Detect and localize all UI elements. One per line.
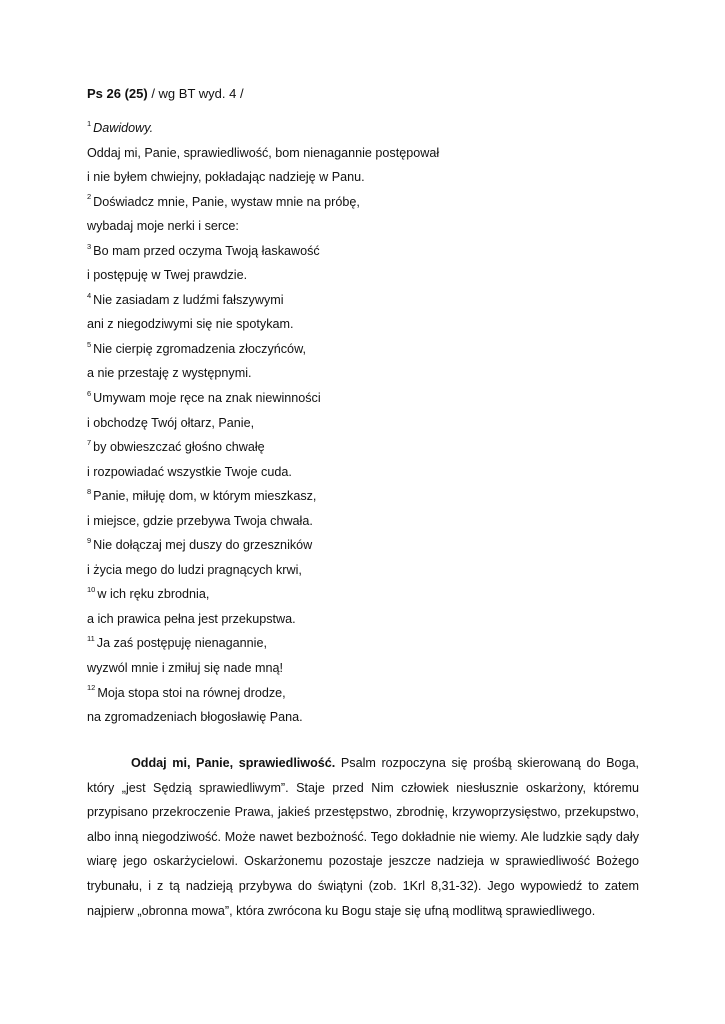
verse-text: Nie dołączaj mej duszy do grzeszników <box>93 538 313 553</box>
verse-text: i nie byłem chwiejny, pokładając nadzieję w Panu. <box>87 170 365 185</box>
verse-line <box>87 316 647 341</box>
verse-number: 2 <box>87 192 92 202</box>
psalm-title: Ps 26 (25) <box>87 86 148 101</box>
verse-number: 10 <box>87 585 96 595</box>
verse-text: i obchodzę Twój ołtarz, Panie, <box>87 415 255 430</box>
verse-text: Umywam moje ręce na znak niewinności <box>93 391 321 406</box>
verse-text: Nie zasiadam z ludźmi fałszywymi <box>93 292 284 307</box>
verse-text: w ich ręku zbrodnia, <box>97 587 210 602</box>
verse-text: a ich prawica pełna jest przekupstwa. <box>87 611 296 626</box>
verse-text: Panie, miłuję dom, w którym mieszkasz, <box>93 489 317 504</box>
verse-text: a nie przestaję z występnymi. <box>87 366 252 381</box>
verse-line <box>87 120 647 145</box>
verse-line <box>87 415 647 440</box>
verse-line <box>87 685 647 710</box>
verse-line <box>87 660 647 685</box>
verse-text: by obwieszczać głośno chwałę <box>93 440 265 455</box>
verse-text: i rozpowiadać wszystkie Twoje cuda. <box>87 464 292 479</box>
verse-number: 4 <box>87 290 92 300</box>
verse-number: 9 <box>87 536 92 546</box>
verse-text: Doświadcz mnie, Panie, wystaw mnie na próbę, <box>93 194 360 209</box>
psalm-heading <box>87 86 244 102</box>
verse-number: 12 <box>87 683 96 693</box>
verse-number: 8 <box>87 487 92 497</box>
verse-line <box>87 194 647 219</box>
verse-line <box>87 611 647 636</box>
verse-line <box>87 586 647 611</box>
verse-text: Bo mam przed oczyma Twoją łaskawość <box>93 243 320 258</box>
verse-line <box>87 169 647 194</box>
verse-line <box>87 513 647 538</box>
verse-line <box>87 464 647 489</box>
verse-text: Dawidowy. <box>93 121 154 135</box>
verse-line <box>87 218 647 243</box>
verse-text: Oddaj mi, Panie, sprawiedliwość, bom nienagannie postępował <box>87 145 440 160</box>
verse-line <box>87 365 647 390</box>
verse-line <box>87 243 647 268</box>
verse-text: Ja zaś postępuję nienagannie, <box>96 636 267 651</box>
verse-text: Moja stopa stoi na równej drodze, <box>97 685 286 700</box>
verse-text: i miejsce, gdzie przebywa Twoja chwała. <box>87 513 313 528</box>
verse-text: ani z niegodziwymi się nie spotykam. <box>87 317 294 332</box>
verse-text: i postępuję w Twej prawdzie. <box>87 268 248 283</box>
verse-number: 11 <box>87 634 95 644</box>
verse-line <box>87 267 647 292</box>
verse-line <box>87 562 647 587</box>
verse-text: i życia mego do ludzi pragnących krwi, <box>87 562 302 577</box>
verse-line <box>87 488 647 513</box>
verse-number: 6 <box>87 388 92 398</box>
commentary-lead: Oddaj mi, Panie, sprawiedliwość. <box>131 756 336 770</box>
verse-line <box>87 439 647 464</box>
verse-line <box>87 635 647 660</box>
verse-number: 3 <box>87 241 92 251</box>
verse-number: 7 <box>87 437 92 447</box>
verse-text: Nie cierpię zgromadzenia złoczyńców, <box>93 341 306 356</box>
verse-number: 5 <box>87 339 92 349</box>
verse-text: wyzwól mnie i zmiłuj się nade mną! <box>87 661 283 676</box>
translation-note: / wg BT wyd. 4 / <box>147 86 244 101</box>
commentary-body: Psalm rozpoczyna się prośbą skierowaną do Boga, który „jest Sędzią sprawiedliwym”. Staje przed Nim człowiek niesłusznie oskarżony, któremu przypisano przekroczenie Prawa, jakieś przestępstwo, zbrodnię, krzywoprzysięstwo, przekupstwo, albo inną niegodziwość. Może nawet bezbożność. Tego dokładnie nie wiemy. Ale ludzkie sądy dały wiarę jego oskarżycielowi. Oskarżonemu pozostaje jeszcze nadzieja w sprawiedliwość Bożego trybunału, i z tą nadzieją przybywa do świątyni (zob. 1Krl 8,31-32). Jego wypowiedź to zatem najpierw „obronna mowa”, która zwrócona ku Bogu staje się ufną modlitwą sprawiedliwego. <box>87 756 639 918</box>
psalm-text <box>87 120 647 734</box>
verse-number: 1 <box>87 118 92 128</box>
verse-line <box>87 390 647 415</box>
verse-line <box>87 341 647 366</box>
verse-line <box>87 709 647 734</box>
verse-text: wybadaj moje nerki i serce: <box>87 219 239 234</box>
verse-line <box>87 537 647 562</box>
commentary-paragraph <box>87 751 639 923</box>
verse-text: na zgromadzeniach błogosławię Pana. <box>87 710 303 725</box>
verse-line <box>87 292 647 317</box>
verse-line <box>87 145 647 170</box>
